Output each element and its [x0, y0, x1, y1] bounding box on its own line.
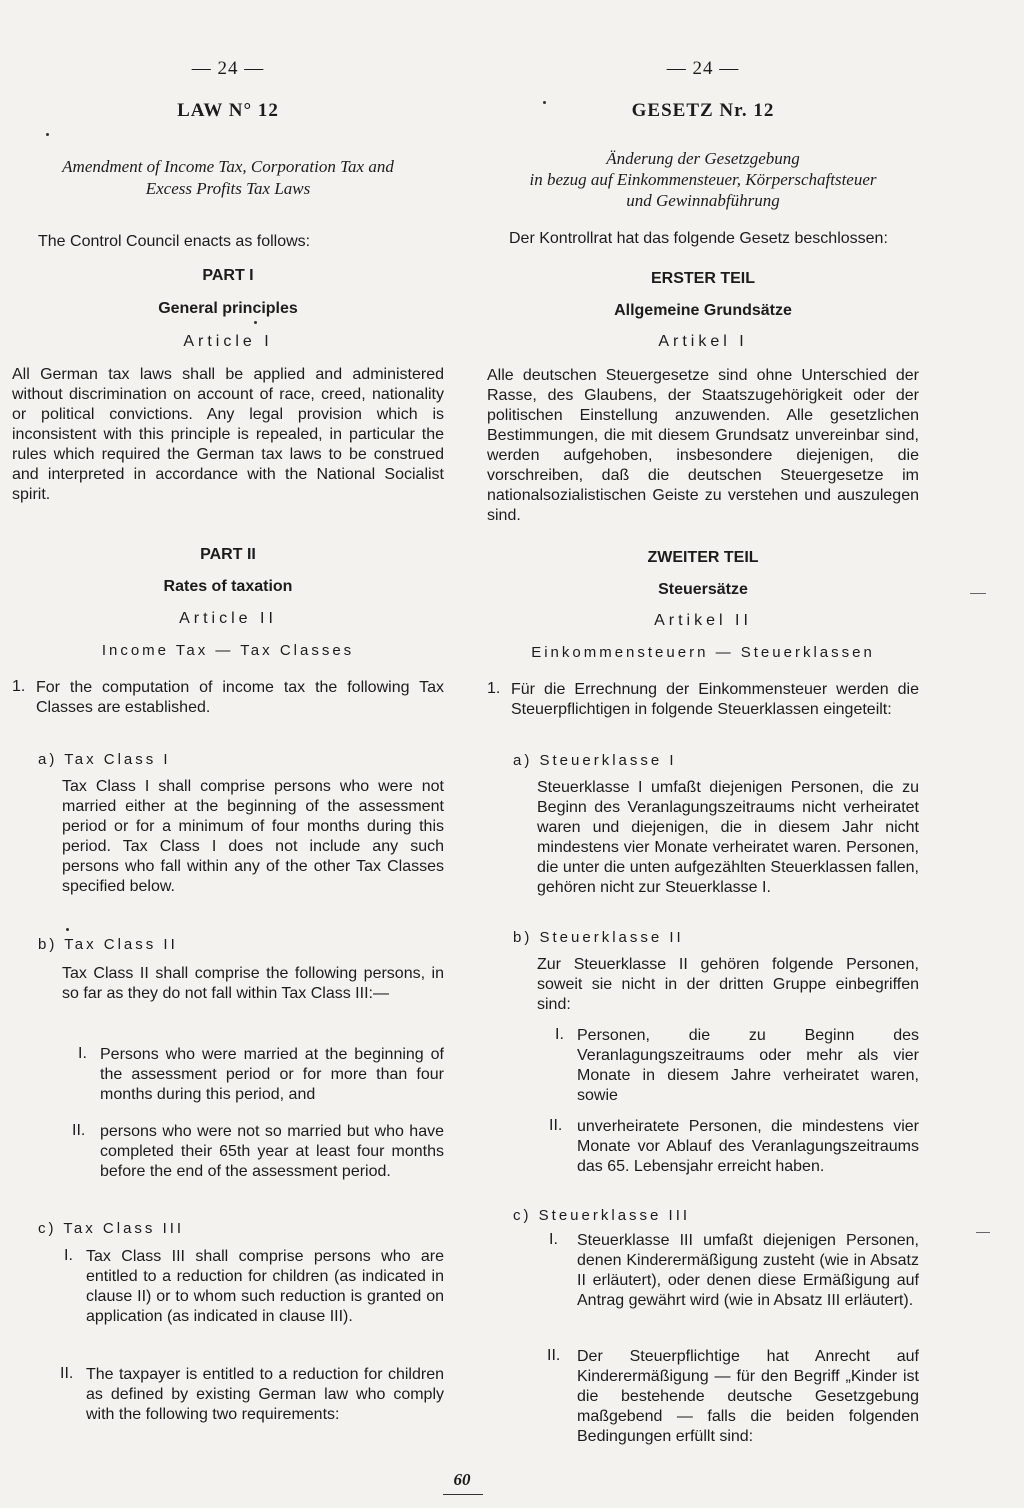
tax-class-3-clause-2-text: The taxpayer is entitled to a reduction for children as defined by existing German law who comply with the following two requirements: — [86, 1366, 444, 1423]
article-2-subhead: Einkommensteuern — Steuerklassen — [531, 644, 875, 661]
article-2-subhead: Income Tax — Tax Classes — [101, 642, 355, 659]
tax-class-2-text: Tax Class II shall comprise the following persons, in so far as they do not fall within Tax Class III:— — [62, 965, 444, 1002]
english-column — [12, 0, 444, 1460]
tax-class-2-label: b) Steuerklasse II — [513, 929, 684, 946]
item-1-number: 1. — [12, 678, 26, 695]
tax-class-3-clause-1-text: Steuerklasse III umfaßt diejenigen Personen, denen Kinderermäßigung zusteht (wie in Absatz II erläutert), oder denen diese Ermäßigung auf Antrag gewährt wird (wie in Absatz III erläutert). — [577, 1232, 919, 1309]
part-2-title: PART II — [200, 546, 256, 563]
law-subtitle-line-2: in bezug auf Einkommensteuer, Körperschaftsteuer — [529, 170, 877, 189]
article-1-title: Artikel I — [658, 333, 748, 350]
law-title: LAW N° 12 — [177, 100, 279, 121]
tax-class-1-label: a) Tax Class I — [38, 751, 171, 768]
tax-class-3-label: c) Tax Class III — [38, 1220, 185, 1237]
page-number: — 24 — — [191, 58, 265, 79]
tax-class-2-label: b) Tax Class II — [38, 936, 178, 953]
footer-underline — [443, 1494, 483, 1495]
tax-class-2-clause-1-text: Personen, die zu Beginn des Veranlagungszeitraums oder mehr als vier Monate in diesem Jahre verheiratet waren, sowie — [577, 1027, 919, 1104]
part-1-title: ERSTER TEIL — [650, 270, 755, 287]
tax-class-3-clause-2-text: Der Steuerpflichtige hat Anrecht auf Kinderermäßigung — für den Begriff „Kinder ist die bestehende deutsche Gesetzgebung maßgebend — falls die beiden folgenden Bedingungen erfüllt sind: — [577, 1348, 919, 1445]
law-subtitle-line-1: Amendment of Income Tax, Corporation Tax and — [62, 157, 394, 176]
tax-class-3-clause-1-number: I. — [64, 1247, 73, 1264]
intro-text: Der Kontrollrat hat das folgende Gesetz beschlossen: — [509, 230, 888, 247]
scan-speck — [66, 928, 69, 931]
law-subtitle-line-3: und Gewinnabführung — [626, 191, 780, 210]
scan-speck — [543, 101, 546, 104]
article-2-title: Article II — [179, 610, 277, 627]
law-subtitle-line-2: Excess Profits Tax Laws — [145, 179, 311, 198]
law-subtitle-line-1: Änderung der Gesetzgebung — [606, 149, 800, 168]
tax-class-3-clause-1-text: Tax Class III shall comprise persons who are entitled to a reduction for children (as indicated in clause II) or to whom such reduction is granted on application (as indicated in clause III). — [86, 1248, 444, 1325]
tax-class-2-clause-1-number: I. — [555, 1026, 564, 1043]
footer-page-number: 60 — [453, 1470, 471, 1489]
german-column — [487, 0, 919, 1460]
scan-speck — [46, 133, 49, 136]
tax-class-1-label: a) Steuerklasse I — [513, 752, 677, 769]
item-1-number: 1. — [487, 680, 501, 697]
article-1-title: Article I — [183, 333, 273, 350]
page-number: — 24 — — [666, 58, 740, 79]
tax-class-3-clause-2-number: II. — [547, 1347, 561, 1364]
part-2-heading: Steuersätze — [658, 581, 748, 598]
tax-class-1-text: Steuerklasse I umfaßt diejenigen Personen, die zu Beginn des Veranlagungszeitraums nicht verheiratet waren und diejenigen, die in diesem Jahr nicht mindestens vier Monate verheiratet waren. Personen, die unter die unten aufgezählten Steuerklassen fallen, gehören nicht zur Steuerklasse I. — [537, 779, 919, 896]
tax-class-1-text: Tax Class I shall comprise persons who were not married either at the beginning of the assessment period or for a minimum of four months during this period. Tax Class I does not include any such persons who fall within any of the other Tax Classes specified below. — [62, 778, 444, 895]
tax-class-2-text: Zur Steuerklasse II gehören folgende Personen, soweit sie nicht in der dritten Gruppe einbegriffen sind: — [537, 956, 919, 1013]
part-1-heading: Allgemeine Grundsätze — [614, 302, 792, 319]
tax-class-2-clause-1-number: I. — [78, 1045, 87, 1062]
article-1-text: All German tax laws shall be applied and administered without discrimination on account of race, creed, nationality or political convictions. Any legal provision which is inconsistent with this principle is repealed, in particular the rules which required the German tax laws to be construed and interpreted in accordance with the National Socialist spirit. — [12, 366, 444, 503]
part-1-title: PART I — [202, 267, 254, 284]
scan-mark — [976, 1232, 990, 1233]
tax-class-2-clause-2-text: unverheiratete Personen, die mindestens vier Monate vor Ablauf des Veranlagungszeitraums das 65. Lebensjahr erreicht haben. — [577, 1118, 919, 1175]
part-1-heading: General principles — [158, 300, 298, 317]
tax-class-2-clause-2-number: II. — [72, 1122, 86, 1139]
tax-class-2-clause-2-text: persons who were not so married but who have completed their 65th year at least four months before the end of the assessment period. — [100, 1123, 444, 1180]
article-2-title: Artikel II — [654, 612, 752, 629]
intro-text: The Control Council enacts as follows: — [38, 233, 311, 250]
tax-class-2-clause-1-text: Persons who were married at the beginning of the assessment period or for more than four months during this period, and — [100, 1046, 444, 1103]
part-2-title: ZWEITER TEIL — [647, 549, 759, 566]
tax-class-3-clause-1-number: I. — [549, 1231, 558, 1248]
scan-speck — [254, 321, 257, 324]
scan-mark — [970, 593, 986, 594]
item-1-text: Für die Errechnung der Einkommensteuer werden die Steuerpflichtigen in folgende Steuerklassen eingeteilt: — [511, 681, 919, 718]
tax-class-2-clause-2-number: II. — [549, 1117, 563, 1134]
tax-class-3-clause-2-number: II. — [60, 1365, 74, 1382]
law-title: GESETZ Nr. 12 — [631, 100, 775, 121]
tax-class-3-label: c) Steuerklasse III — [513, 1207, 691, 1224]
item-1-text: For the computation of income tax the following Tax Classes are established. — [36, 679, 444, 716]
article-1-text: Alle deutschen Steuergesetze sind ohne Unterschied der Rasse, des Glaubens, der Staatszugehörigkeit oder der politischen Einstellung anzuwenden. Alle gesetzlichen Bestimmungen, die mit diesem Grundsatz unvereinbar sind, werden aufgehoben, insbesondere diejenigen, die vorschreiben, daß die deutschen Steuergesetze im nationalsozialistischen Geiste zu verstehen und auszulegen sind. — [487, 367, 919, 524]
part-2-heading: Rates of taxation — [163, 578, 293, 595]
